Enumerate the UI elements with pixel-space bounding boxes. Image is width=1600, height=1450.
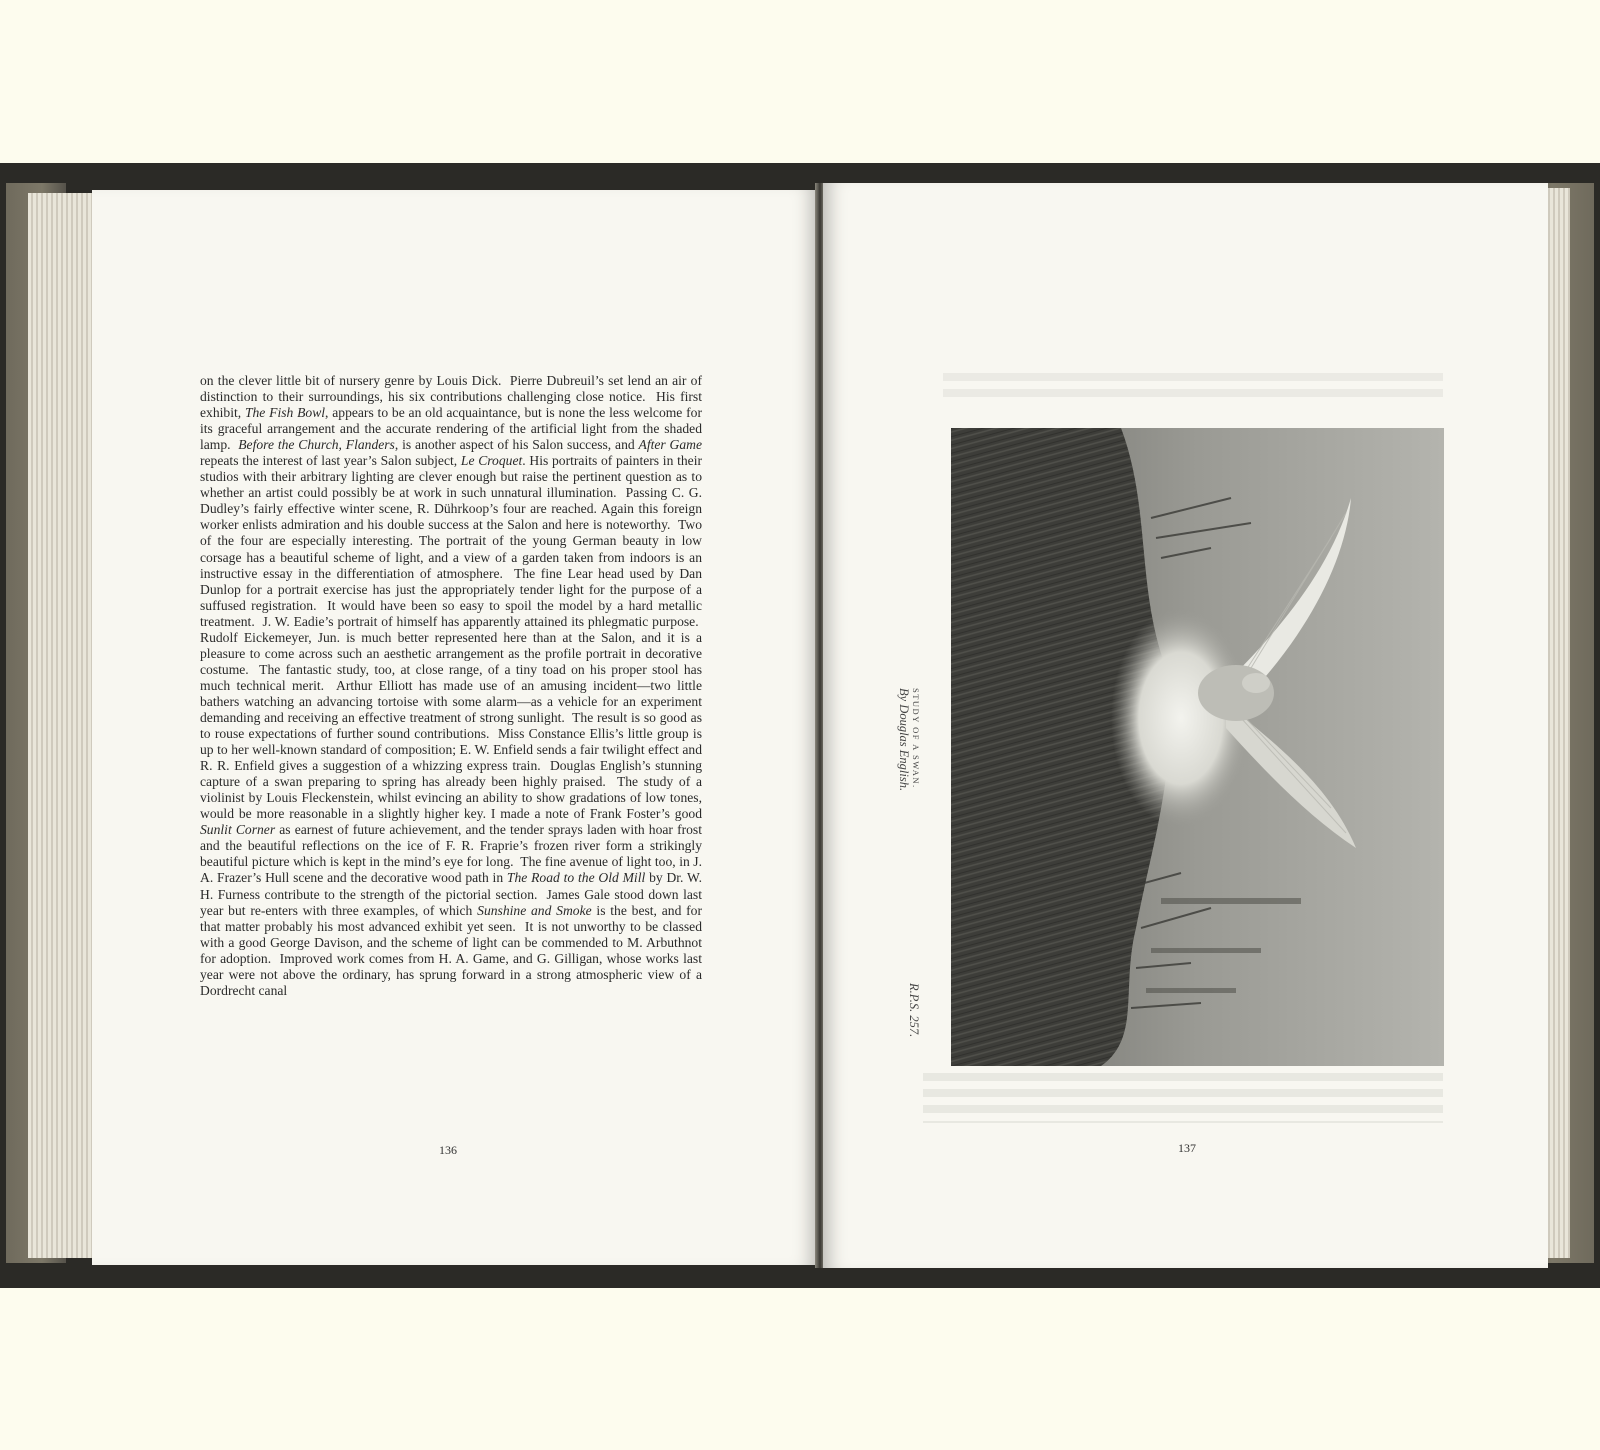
offset-ghost-bottom <box>923 1073 1443 1123</box>
page-edges-left <box>28 193 98 1258</box>
page-number-left: 136 <box>439 1143 457 1157</box>
swan-photograph-art <box>951 428 1444 1066</box>
plate-title: STUDY OF A SWAN. <box>911 688 921 789</box>
open-book <box>0 163 1600 1288</box>
swan-photograph <box>951 428 1444 1066</box>
plate-caption <box>897 688 925 988</box>
body-text <box>200 373 702 999</box>
page-number-right: 137 <box>1178 1141 1196 1155</box>
offset-ghost-top <box>943 373 1443 403</box>
plate-catalogue-ref: R.P.S. 257. <box>907 983 921 1038</box>
plate-author: By Douglas English. <box>897 688 911 792</box>
left-page <box>92 190 817 1265</box>
body-paragraph: on the clever little bit of nursery genre by Louis Dick. Pierre Dubreuil’s set lend an air of distinction to their surroundings, his six contributions challenging close notice. His first exhibit, The Fish Bowl, appears to be an old acquaintance, but is none the less welcome for its graceful arrangement and the accurate rendering of the artificial light from the shaded lamp. Before the Church, Flanders, is another aspect of his Salon success, and After Game repeats the interest of last year’s Salon subject, Le Croquet. His portraits of painters in their studios with their arbitrary lighting are clever enough but raise the pertinent question as to whether an artist could possibly be at work in such unnatural illumination. Passing C. G. Dudley’s fairly effective winter scene, R. Dührkoop’s four are reached. Again this foreign worker enlists admiration and his double success at the Salon and here is noteworthy. Two of the four are especially interesting. The portrait of the young German beauty in low corsage has a beautiful scheme of light, and a view of a garden taken from indoors is an instructive essay in the differentiation of atmosphere. The fine Lear head used by Dan Dunlop for a portrait exercise has just the appropriately tender light for the purpose of a suffused registration. It would have been so easy to spoil the model by a hard metallic treatment. J. W. Eadie’s portrait of himself has apparently attained its phlegmatic purpose. Rudolf Eickemeyer, Jun. is much better represented here than at the Salon, and it is a pleasure to come across such an aesthetic arrangement as the profile portrait in decorative costume. The fantastic study, too, at close range, of a tiny toad on his proper stool has much technical merit. Arthur Elliott has made use of an amusing incident—two little bathers watching an advancing tortoise with some alarm—as a vehicle for an experiment demanding and receiving an effective treatment of strong sunlight. The result is so good as to rouse expectations of further sound contributions. Miss Constance Ellis’s little group is up to her well-known standard of composition; E. W. Enfield sends a fair twilight effect and R. R. Enfield gives a suggestion of a whizzing express train. Douglas English’s stunning capture of a swan preparing to spring has already been highly praised. The study of a violinist by Louis Fleckenstein, whilst evincing an ability to show gradations of low tones, would be more reasonable in a slightly higher key. I made a note of Frank Foster’s good Sunlit Corner as earnest of future achievement, and the tender sprays laden with hoar frost and the beautiful reflections on the ice of F. R. Fraprie’s frozen river form a strikingly beautiful picture which is kept in the mind’s eye for long. The fine avenue of light too, in J. A. Frazer’s Hull scene and the decorative wood path in The Road to the Old Mill by Dr. W. H. Furness contribute to the strength of the pictorial section. James Gale stood down last year but re-enters with three examples, of which Sunshine and Smoke is the best, and for that matter probably his most advanced exhibit yet seen. It is not unworthy to be classed with a good George Davison, and the scheme of light can be commended to M. Arbuthnot for adoption. Improved work comes from H. A. Game, and G. Gilligan, whose works last year were not above the ordinary, has sprung forward in a strong atmospheric view of a Dordrecht canal <box>200 373 702 998</box>
right-page <box>823 183 1548 1268</box>
plate-caption-lines <box>896 688 921 791</box>
